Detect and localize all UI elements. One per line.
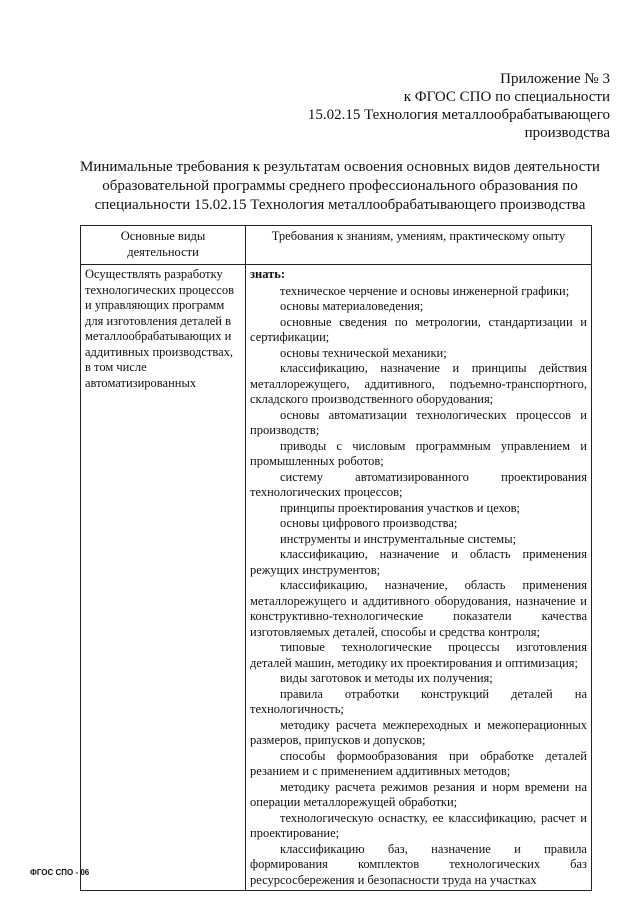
- requirement-item: классификацию, назначение и область применения режущих инструментов;: [250, 547, 587, 577]
- requirement-item: основы технической механики;: [280, 345, 447, 360]
- activity-line: для изготовления деталей в: [85, 313, 232, 328]
- activity-line: аддитивных производствах,: [85, 344, 234, 359]
- requirements-cell: [246, 265, 592, 891]
- requirement-item: методику расчета режимов резания и норм времени на операции металлорежущей обработки;: [250, 779, 587, 809]
- requirement-item: основы материаловедения;: [280, 299, 424, 313]
- know-label: знать:: [250, 267, 286, 281]
- requirement-item: технологическую оснастку, ее классификацию, расчет и проектирование;: [250, 810, 587, 840]
- title-line: специальности 15.02.15 Технология металлообрабатывающего производства: [94, 197, 586, 213]
- requirement-item: принципы проектирования участков и цехов;: [280, 500, 520, 515]
- appendix-line: к ФГОС СПО по специальности: [403, 89, 610, 105]
- activity-line: технологических процессов: [85, 282, 234, 297]
- activity-line: металлообрабатывающих и: [85, 329, 232, 343]
- requirement-item: систему автоматизированного проектирования технологических процессов;: [250, 469, 587, 499]
- requirement-item: классификацию баз, назначение и правила формирования комплектов технологических баз ресурсосбережения и безопасности труда на участках: [250, 841, 587, 887]
- requirement-item: приводы с числовым программным управлением и промышленных роботов;: [250, 438, 587, 468]
- header-requirements: Требования к знаниям, умениям, практическому опыту: [246, 226, 592, 265]
- title-line: образовательной программы среднего профессионального образования по: [102, 178, 578, 194]
- appendix-line: Приложение № 3: [500, 71, 610, 87]
- requirement-item: инструменты и инструментальные системы;: [280, 531, 517, 546]
- appendix-line: производства: [524, 125, 610, 141]
- table-row: [81, 265, 592, 891]
- requirement-item: техническое черчение и основы инженерной графики;: [280, 283, 570, 298]
- activity-line: Осуществлять разработку: [85, 267, 223, 281]
- activity-line: в том числе: [85, 360, 147, 374]
- activity-line: и управляющих программ: [85, 298, 225, 312]
- document-title: [70, 158, 610, 215]
- requirement-item: правила отработки конструкций деталей на технологичность;: [250, 686, 587, 716]
- appendix-line: 15.02.15 Технология металлообрабатывающего: [307, 107, 610, 123]
- header-activities: Основные виды деятельности: [81, 226, 246, 265]
- requirement-item: способы формообразования при обработке деталей резанием и с применением аддитивных методов;: [250, 748, 587, 778]
- requirement-item: виды заготовок и методы их получения;: [280, 671, 493, 685]
- footer-label: ФГОС СПО - 06: [30, 868, 90, 877]
- requirement-item: основы автоматизации технологических процессов и производств;: [250, 407, 587, 437]
- activity-line: автоматизированных: [85, 375, 197, 390]
- table-header-row: [81, 226, 592, 265]
- requirement-item: основы цифрового производства;: [280, 516, 458, 530]
- requirement-item: типовые технологические процессы изготовления деталей машин, методику их проектирования и оптимизация;: [250, 640, 587, 670]
- requirement-item: классификацию, назначение, область применения металлорежущего и аддитивного оборудования, назначение и конструктивно-технологические показатели качества изготовляемых деталей, способы и средства контроля;: [250, 578, 587, 639]
- activity-cell: [81, 265, 246, 891]
- requirement-item: методику расчета межпереходных и межоперационных размеров, припусков и допусков;: [250, 717, 587, 747]
- requirements-table: [80, 225, 592, 891]
- requirement-item: основные сведения по метрологии, стандартизации и сертификации;: [250, 314, 587, 344]
- title-line: Минимальные требования к результатам освоения основных видов деятельности: [80, 159, 600, 175]
- requirement-item: классификацию, назначение и принципы действия металлорежущего, аддитивного, подъемно-транспортного, складского производственного оборудования;: [250, 361, 587, 406]
- appendix-header: [308, 70, 610, 142]
